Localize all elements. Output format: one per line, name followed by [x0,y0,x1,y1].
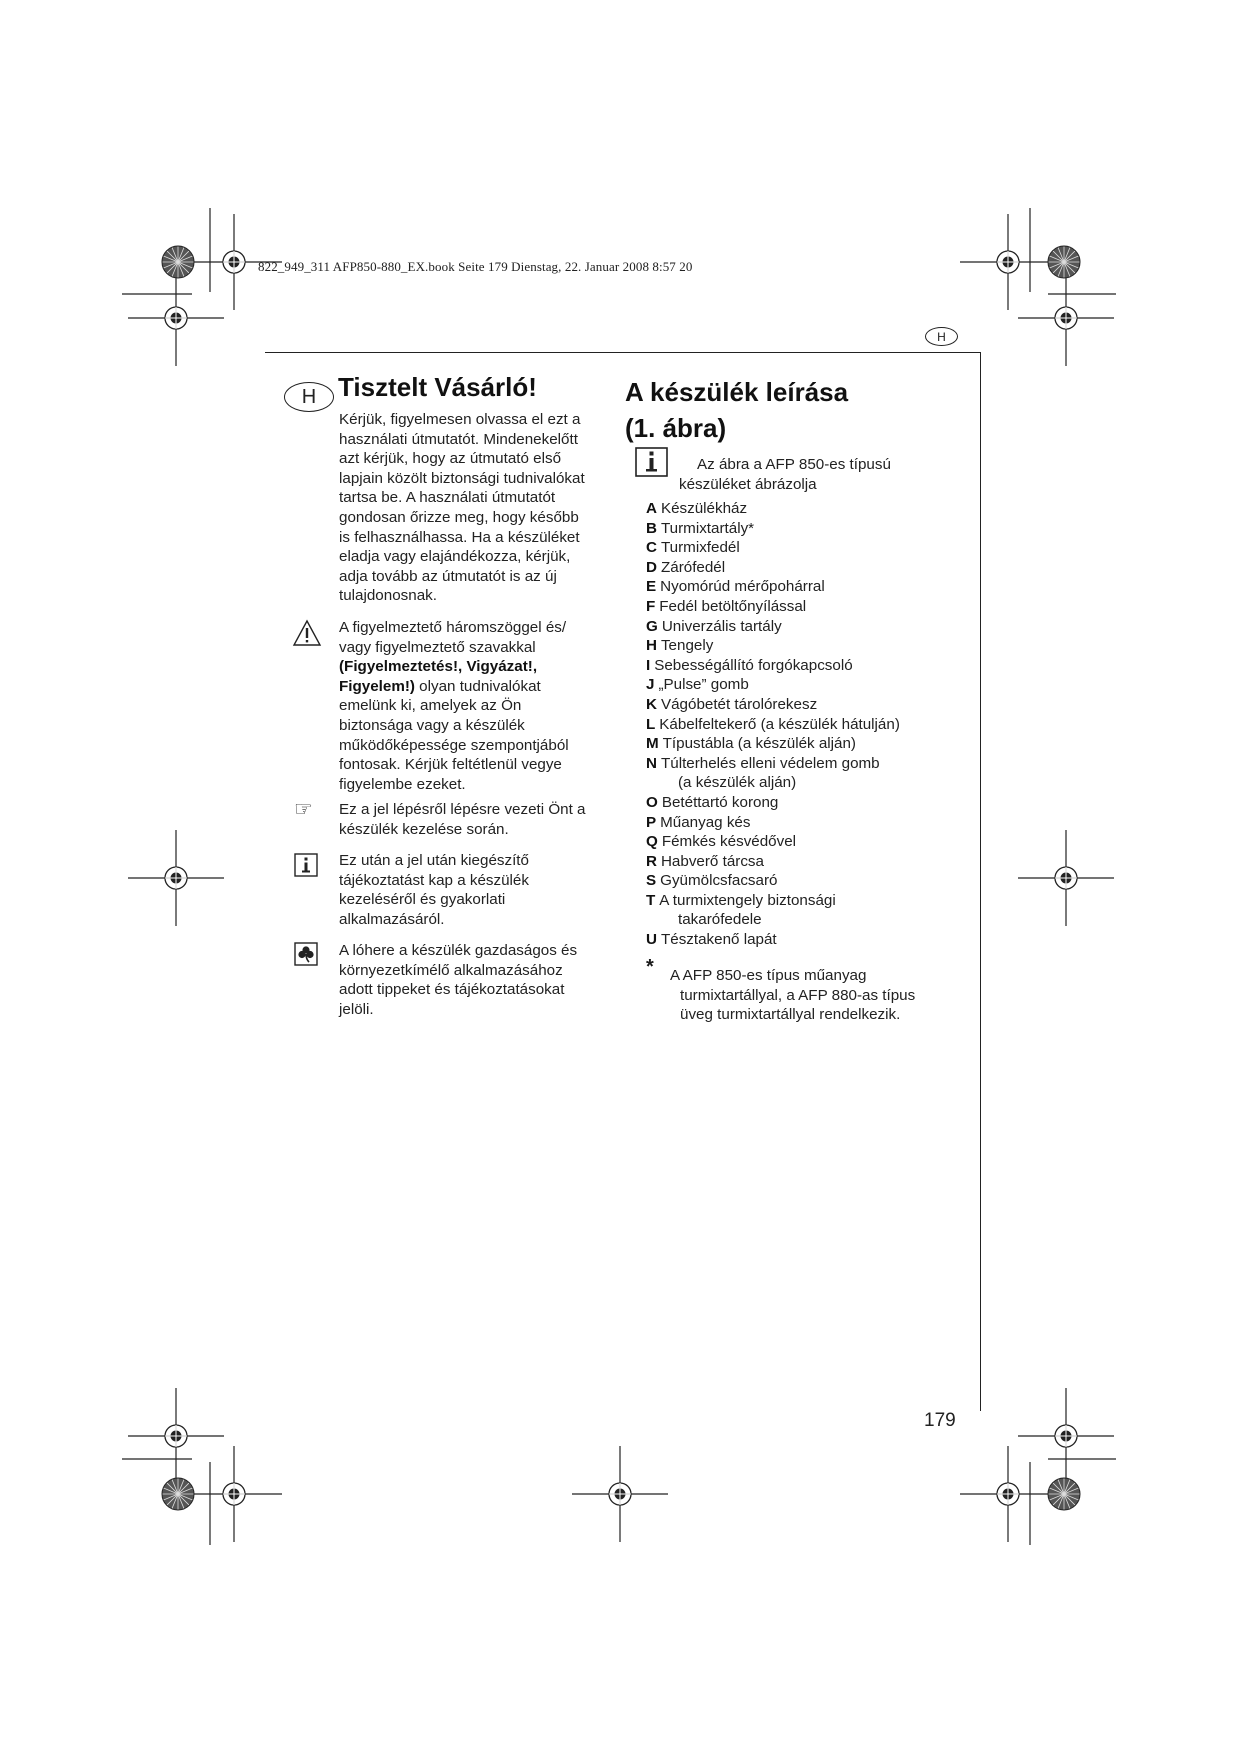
warning-keywords: (Figyelmeztetés!, Vigyázat!, [339,658,538,676]
part-label: Tésztakenő lapát [660,931,777,949]
part-key: R [646,852,657,870]
list-item [646,577,966,597]
list-item [646,930,966,950]
list-item [646,754,966,793]
parts-list [646,499,966,950]
section-language-badge: H [284,382,334,412]
part-label: Fedél betöltőnyílással [659,597,807,615]
list-item [646,499,966,519]
part-label: Túlterhelés elleni védelem gomb [660,754,880,772]
list-item [646,675,966,695]
list-item [646,734,966,754]
part-label: Nyomórúd mérőpohárral [660,578,825,596]
part-key: G [646,617,658,635]
list-item [646,617,966,637]
list-item [646,558,966,578]
list-item [646,871,966,891]
part-label: Kábelfeltekerő (a készülék hátulján) [659,715,900,733]
footnote-line: A AFP 850-es típus műanyag [670,967,867,984]
part-key: Q [646,833,658,851]
part-label: Turmixtartály* [660,519,755,537]
intro-line: Kérjük, figyelmesen olvassa el ezt a [339,411,581,428]
warning-line: emelünk ki, amelyek az Ön [339,697,522,715]
footnote-asterisk: * [646,956,654,978]
page-number: 179 [924,1410,956,1431]
info-paragraph [339,851,621,929]
part-label: Fémkés késvédővel [661,833,797,851]
part-key: F [646,597,656,615]
part-key: B [646,519,657,537]
info-line: tájékoztatást kap a készülék [339,871,529,889]
part-label: Gyümölcsfacsaró [660,872,778,890]
part-label: Sebességállító forgókapcsoló [654,656,853,674]
warning-line: figyelembe ezeket. [339,775,466,793]
list-item [646,538,966,558]
list-item [646,852,966,872]
part-label: Habverő tárcsa [660,852,764,870]
warning-line: A figyelmeztető háromszöggel és/ [339,619,567,636]
part-label: Betéttartó korong [661,793,779,811]
list-item [646,813,966,833]
intro-line: gondosan őrizze meg, hogy később [339,508,579,526]
intro-line: eladja vagy elajándékozza, kérjük, [339,548,571,566]
part-key: P [646,813,657,831]
title-line: (1. ábra) [625,413,727,443]
warning-line: biztonsága vagy a készülék [339,716,525,734]
print-header: 822_949_311 AFP850-880_EX.book Seite 179 Dienstag, 22. Januar 2008 8:57 20 [258,259,693,274]
warning-triangle-icon [292,619,322,647]
intro-line: használati útmutatót. Mindenekelőtt [339,430,578,448]
part-key: D [646,558,657,576]
part-key: N [646,754,657,772]
title-line: A készülék leírása [625,377,849,407]
language-badge: H [925,327,958,346]
part-label: Vágóbetét tárolórekesz [660,695,818,713]
step-paragraph [339,800,621,839]
part-label: Műanyag kés [660,813,751,831]
info-icon [635,447,668,477]
intro-line: adja tovább az útmutatót is az új [339,567,557,585]
warning-keywords: Figyelem!) [339,677,415,695]
info-icon [294,853,318,877]
part-label-continued: takarófedele [678,911,762,929]
step-line: készülék kezelése során. [339,820,509,838]
list-item [646,519,966,539]
figure-note-line: készüléket ábrázolja [679,475,817,493]
part-key: E [646,578,657,596]
part-key: U [646,931,657,949]
warning-line: fontosak. Kérjük feltétlenül vegye [339,756,562,774]
part-label: A turmixtengely biztonsági [659,891,836,909]
device-description-title [625,374,925,446]
part-key: O [646,793,658,811]
part-key: C [646,539,657,557]
eco-line: A lóhere a készülék gazdaságos és [339,942,578,959]
list-item [646,597,966,617]
info-line: kezeléséről és gyakorlati [339,891,506,909]
part-key: M [646,735,659,753]
part-label: „Pulse” gomb [658,676,749,694]
info-line: alkalmazásáról. [339,910,445,928]
step-line: Ez a jel lépésről lépésre vezeti Önt a [339,801,586,818]
frame-top-rule [265,352,981,353]
intro-line: tulajdonosnak. [339,587,437,605]
warning-line: olyan tudnivalókat [414,677,541,695]
list-item [646,832,966,852]
eco-line: adott tippeket és tájékoztatásokat [339,981,565,999]
part-key: H [646,637,657,655]
part-label: Típustábla (a készülék alján) [662,735,856,753]
footnote [670,966,960,1025]
list-item [646,891,966,930]
part-label: Készülékház [660,500,748,517]
part-key: K [646,695,657,713]
part-key: L [646,715,656,733]
intro-line: azt kérjük, hogy az útmutató első [339,450,562,468]
part-label: Zárófedél [660,558,726,576]
part-key: I [646,656,651,674]
part-key: J [646,676,655,694]
list-item [646,695,966,715]
figure-note-line: Az ábra a AFP 850-es típusú [697,456,891,473]
list-item [646,656,966,676]
footnote-line: turmixtartállyal, a AFP 880-as típus [680,986,916,1004]
eco-paragraph [339,941,621,1019]
figure-note [679,455,929,494]
part-label: Univerzális tartály [661,617,782,635]
pointing-hand-icon: ☞ [294,798,313,821]
list-item [646,793,966,813]
warning-line: vagy figyelmeztető szavakkal [339,638,536,656]
eco-line: jelöli. [339,1000,374,1018]
part-key: S [646,872,657,890]
part-label: Turmixfedél [660,539,740,557]
eco-line: környezetkímélő alkalmazásához [339,961,563,979]
intro-line: lapjain közölt biztonsági tudnivalókat [339,469,585,487]
greeting-title: Tisztelt Vásárló! [338,372,537,402]
list-item [646,715,966,735]
warning-paragraph [339,618,621,794]
part-label: Tengely [660,637,714,655]
part-key: A [646,500,657,517]
footnote-line: üveg turmixtartállyal rendelkezik. [680,1006,901,1024]
info-line: Ez után a jel után kiegészítő [339,852,529,869]
clover-icon [294,942,318,966]
frame-right-rule [980,352,981,1411]
intro-line: tartsa be. A használati útmutatót [339,489,556,507]
warning-line: működőképessége szempontjából [339,736,569,754]
part-key: T [646,891,656,909]
part-label-continued: (a készülék alján) [678,774,797,792]
intro-line: is felhasználhassa. Ha a készüléket [339,528,580,546]
intro-paragraph [339,410,621,606]
list-item [646,636,966,656]
